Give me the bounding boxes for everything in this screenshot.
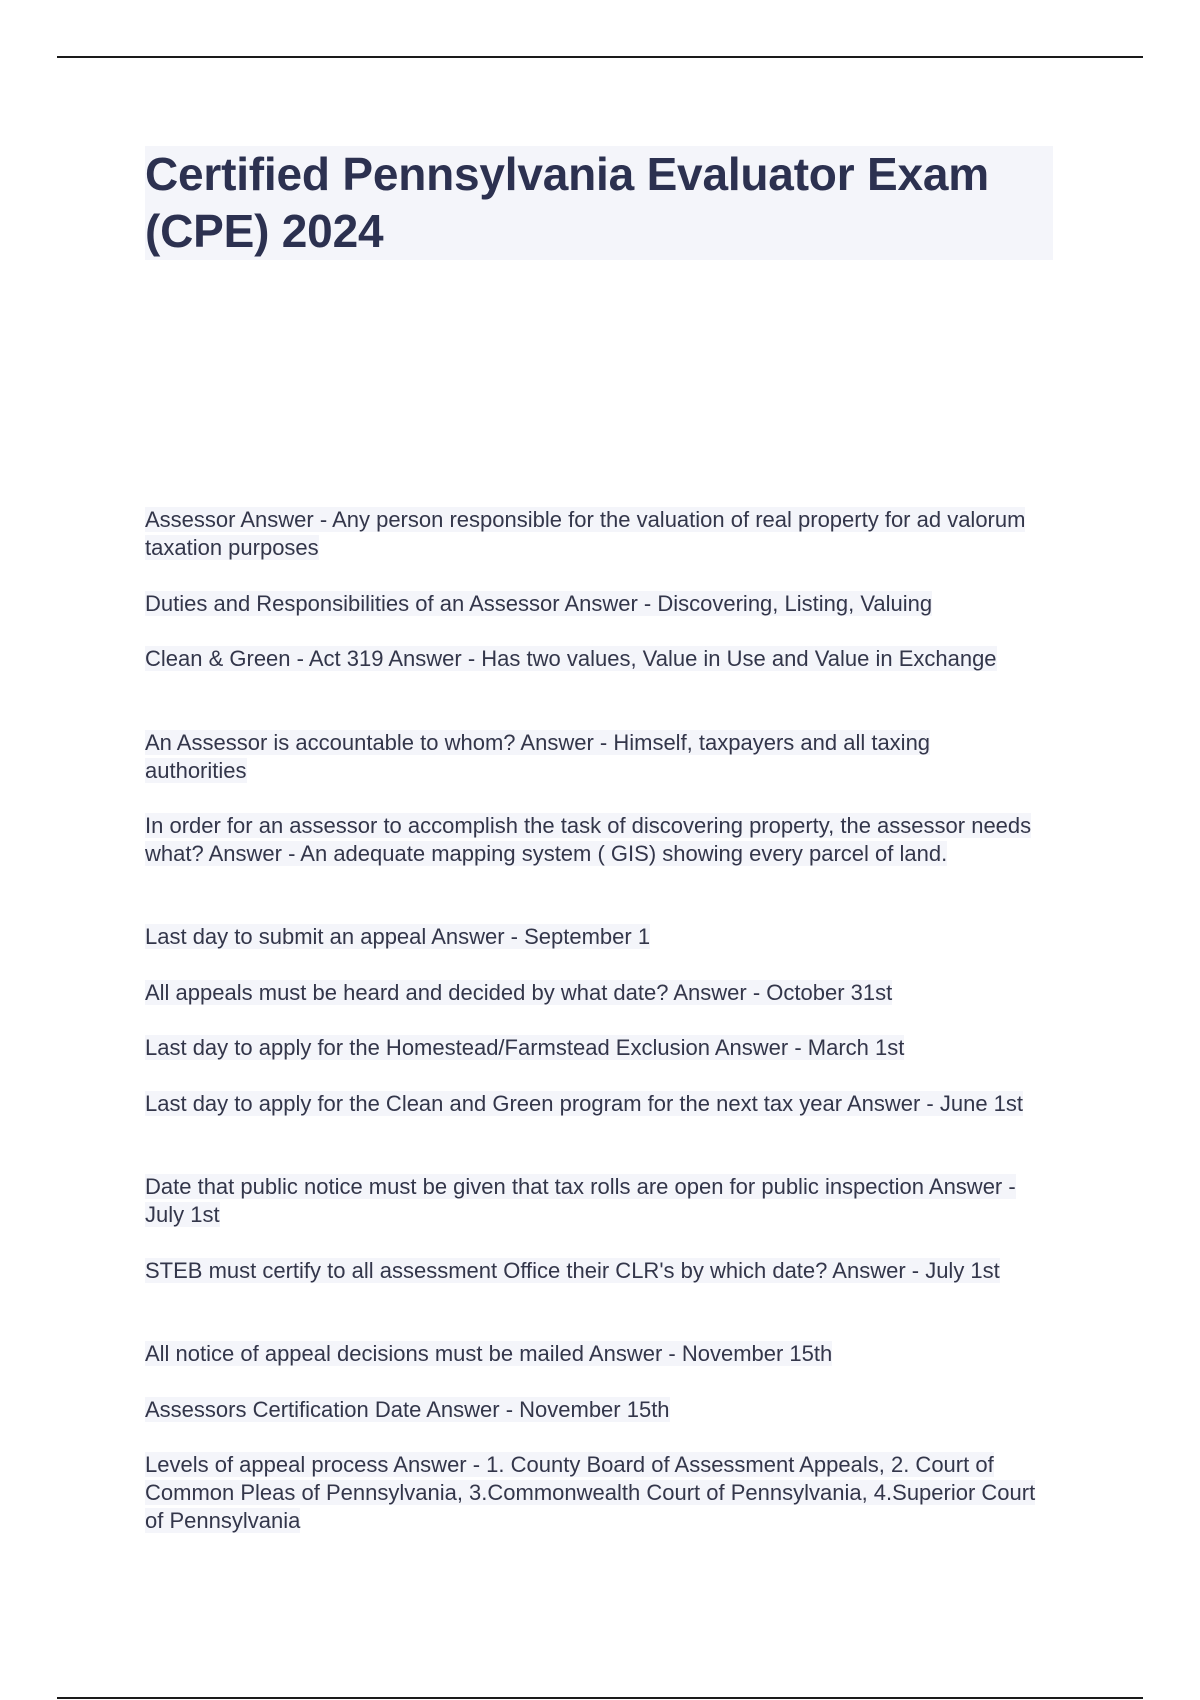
qa-item	[145, 729, 1025, 785]
qa-item	[145, 812, 1065, 868]
qa-text: An Assessor is accountable to whom? Answer - Himself, taxpayers and all taxing authorities	[145, 730, 931, 783]
qa-text: In order for an assessor to accomplish the task of discovering property, the assessor needs what? Answer - An adequate mapping system ( GIS) showing every parcel of land.	[145, 813, 1032, 866]
qa-item	[145, 1034, 1065, 1062]
qa-text: Assessors Certification Date Answer - November 15th	[145, 1397, 670, 1422]
qa-text: STEB must certify to all assessment Office their CLR's by which date? Answer - July 1st	[145, 1258, 1000, 1283]
qa-text: All notice of appeal decisions must be mailed Answer - November 15th	[145, 1341, 833, 1366]
qa-item	[145, 645, 1005, 673]
qa-text: Assessor Answer - Any person responsible for the valuation of real property for ad valorum taxation purposes	[145, 507, 1026, 560]
title-block	[145, 146, 1053, 260]
qa-item	[145, 923, 1065, 951]
qa-text: Levels of appeal process Answer - 1. County Board of Assessment Appeals, 2. Court of Common Pleas of Pennsylvania, 3.Commonwealth Court of Pennsylvania, 4.Superior Court of Pennsylvania	[145, 1452, 1036, 1533]
qa-item	[145, 979, 1065, 1007]
qa-item	[145, 1340, 1065, 1368]
qa-text: Last day to submit an appeal Answer - September 1	[145, 924, 651, 949]
top-divider	[57, 56, 1143, 58]
qa-text: All appeals must be heard and decided by what date? Answer - October 31st	[145, 980, 893, 1005]
qa-item	[145, 1451, 1045, 1535]
qa-text: Date that public notice must be given that tax rolls are open for public inspection Answer - July 1st	[145, 1174, 1016, 1227]
page-title: Certified Pennsylvania Evaluator Exam (CPE) 2024	[145, 148, 989, 257]
qa-text: Last day to apply for the Homestead/Farmstead Exclusion Answer - March 1st	[145, 1035, 905, 1060]
bottom-divider	[57, 1697, 1143, 1699]
qa-text: Clean & Green - Act 319 Answer - Has two values, Value in Use and Value in Exchange	[145, 646, 997, 671]
qa-item	[145, 1396, 1065, 1424]
qa-text: Last day to apply for the Clean and Green program for the next tax year Answer - June 1st	[145, 1091, 1024, 1116]
qa-text: Duties and Responsibilities of an Assessor Answer - Discovering, Listing, Valuing	[145, 591, 933, 616]
qa-item	[145, 1173, 1025, 1229]
qa-item	[145, 1257, 1065, 1285]
qa-item	[145, 1090, 1025, 1118]
qa-item	[145, 590, 1065, 618]
qa-item	[145, 506, 1045, 562]
